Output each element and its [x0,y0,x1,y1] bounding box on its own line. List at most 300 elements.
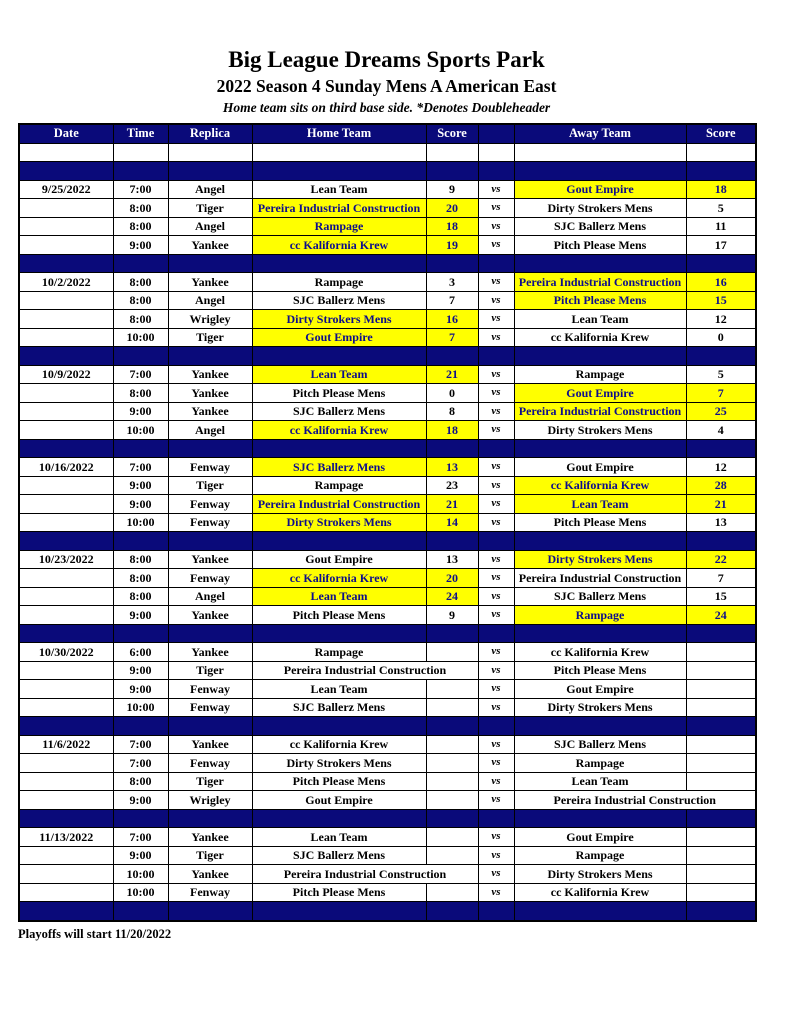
separator-cell [426,809,478,828]
home-team-cell: Dirty Strokers Mens [252,310,426,329]
replica-cell: Fenway [168,680,252,699]
home-score-cell: 21 [426,365,478,384]
section-separator-row [19,532,756,551]
separator-cell [686,717,756,736]
away-score-cell: 18 [686,180,756,199]
separator-cell [478,347,514,366]
date-cell [19,421,113,440]
away-team-cell: Lean Team [514,772,686,791]
time-cell: 7:00 [113,828,168,847]
replica-cell: Fenway [168,698,252,717]
home-team-cell: Lean Team [252,365,426,384]
spacer-cell [478,143,514,162]
home-score-cell: 0 [426,384,478,403]
home-team-cell: Lean Team [252,828,426,847]
replica-cell: Angel [168,291,252,310]
replica-cell: Fenway [168,513,252,532]
away-team-cell: Pitch Please Mens [514,513,686,532]
vs-cell: vs [478,846,514,865]
time-cell: 10:00 [113,698,168,717]
time-cell: 10:00 [113,513,168,532]
separator-cell [426,347,478,366]
separator-cell [113,254,168,273]
time-cell: 7:00 [113,365,168,384]
game-row [19,328,756,347]
date-cell [19,846,113,865]
away-score-cell [686,698,756,717]
replica-cell: Yankee [168,865,252,884]
away-score-cell: 12 [686,458,756,477]
home-score-cell: 7 [426,291,478,310]
date-cell [19,291,113,310]
replica-cell: Tiger [168,661,252,680]
separator-cell [19,717,113,736]
home-team-cell: cc Kalifornia Krew [252,735,426,754]
home-team-cell: Pereira Industrial Construction [252,661,478,680]
time-cell: 8:00 [113,273,168,292]
separator-cell [514,347,686,366]
home-score-cell [426,754,478,773]
home-team-cell: cc Kalifornia Krew [252,236,426,255]
away-team-cell: Gout Empire [514,680,686,699]
separator-cell [514,162,686,181]
header-row [19,124,756,144]
game-row [19,587,756,606]
away-team-cell: Pereira Industrial Construction [514,791,756,810]
away-score-cell: 11 [686,217,756,236]
time-cell: 9:00 [113,791,168,810]
home-team-note: Home team sits on third base side. *Denotes Doubleheader [222,99,551,115]
home-team-cell: Pereira Industrial Construction [252,865,478,884]
replica-cell: Tiger [168,476,252,495]
separator-cell [168,902,252,921]
replica-cell: Fenway [168,754,252,773]
away-score-cell [686,883,756,902]
replica-cell: Yankee [168,402,252,421]
date-cell [19,402,113,421]
time-cell: 10:00 [113,883,168,902]
separator-cell [113,162,168,181]
game-row [19,180,756,199]
game-row [19,791,756,810]
home-score-cell [426,791,478,810]
away-score-cell [686,772,756,791]
spacer-cell [19,143,113,162]
home-team-cell: Lean Team [252,180,426,199]
vs-cell: vs [478,402,514,421]
away-score-cell [686,735,756,754]
spacer-cell [252,143,426,162]
game-row [19,273,756,292]
title-block [18,46,755,116]
home-team-cell: SJC Ballerz Mens [252,846,426,865]
vs-cell: vs [478,772,514,791]
separator-cell [514,532,686,551]
home-team-cell: SJC Ballerz Mens [252,402,426,421]
separator-cell [168,347,252,366]
home-team-cell: Lean Team [252,680,426,699]
section-separator-row [19,347,756,366]
replica-cell: Fenway [168,458,252,477]
time-cell: 10:00 [113,421,168,440]
home-team-cell: SJC Ballerz Mens [252,458,426,477]
game-row [19,513,756,532]
replica-cell: Tiger [168,328,252,347]
home-team-cell: Gout Empire [252,791,426,810]
separator-cell [426,717,478,736]
separator-cell [19,532,113,551]
away-score-cell: 15 [686,291,756,310]
date-cell [19,606,113,625]
date-cell [19,310,113,329]
home-score-cell: 20 [426,569,478,588]
separator-cell [426,902,478,921]
home-team-cell: cc Kalifornia Krew [252,569,426,588]
separator-cell [686,624,756,643]
separator-cell [252,902,426,921]
home-score-cell [426,828,478,847]
home-team-cell: Rampage [252,217,426,236]
home-score-cell [426,772,478,791]
home-team-cell: Lean Team [252,587,426,606]
time-cell: 8:00 [113,310,168,329]
spacer-cell [426,143,478,162]
section-separator-row [19,717,756,736]
time-cell: 10:00 [113,865,168,884]
time-cell: 7:00 [113,458,168,477]
separator-cell [514,439,686,458]
vs-cell: vs [478,587,514,606]
vs-cell: vs [478,328,514,347]
vs-cell: vs [478,643,514,662]
time-cell: 7:00 [113,180,168,199]
separator-cell [478,717,514,736]
separator-cell [19,902,113,921]
vs-cell: vs [478,458,514,477]
home-score-cell: 20 [426,199,478,218]
game-row [19,643,756,662]
replica-cell: Angel [168,180,252,199]
away-score-cell: 5 [686,365,756,384]
vs-cell: vs [478,865,514,884]
separator-cell [168,717,252,736]
vs-cell: vs [478,421,514,440]
away-score-cell [686,643,756,662]
replica-cell: Fenway [168,495,252,514]
separator-cell [252,532,426,551]
page-title: Big League Dreams Sports Park [228,47,545,72]
separator-cell [113,809,168,828]
away-team-cell: Rampage [514,365,686,384]
separator-cell [168,162,252,181]
separator-cell [426,162,478,181]
home-score-cell [426,846,478,865]
section-separator-row [19,162,756,181]
replica-cell: Tiger [168,772,252,791]
home-score-cell: 14 [426,513,478,532]
header-date: Date [19,124,113,144]
away-team-cell: Lean Team [514,495,686,514]
separator-cell [478,624,514,643]
separator-cell [19,809,113,828]
separator-cell [426,439,478,458]
time-cell: 7:00 [113,735,168,754]
header-time: Time [113,124,168,144]
vs-cell: vs [478,754,514,773]
away-team-cell: Rampage [514,846,686,865]
home-team-cell: Pitch Please Mens [252,772,426,791]
date-cell [19,754,113,773]
game-row [19,495,756,514]
separator-cell [514,809,686,828]
separator-cell [478,902,514,921]
separator-cell [113,532,168,551]
vs-cell: vs [478,476,514,495]
date-cell [19,217,113,236]
schedule-body [19,143,756,921]
replica-cell: Fenway [168,569,252,588]
away-score-cell: 7 [686,384,756,403]
game-row [19,680,756,699]
date-cell [19,698,113,717]
separator-cell [426,254,478,273]
away-team-cell: Pereira Industrial Construction [514,402,686,421]
date-cell [19,587,113,606]
date-cell: 10/30/2022 [19,643,113,662]
game-row [19,310,756,329]
home-score-cell: 19 [426,236,478,255]
replica-cell: Fenway [168,883,252,902]
date-cell: 10/23/2022 [19,550,113,569]
section-separator-row [19,809,756,828]
date-cell [19,865,113,884]
home-score-cell: 24 [426,587,478,606]
time-cell: 9:00 [113,402,168,421]
game-row [19,828,756,847]
game-row [19,698,756,717]
vs-cell: vs [478,291,514,310]
home-team-cell: Rampage [252,273,426,292]
separator-cell [686,162,756,181]
replica-cell: Yankee [168,273,252,292]
separator-cell [168,809,252,828]
header-home-team: Home Team [252,124,426,144]
away-team-cell: Pitch Please Mens [514,291,686,310]
date-cell [19,791,113,810]
page-subtitle: 2022 Season 4 Sunday Mens A American East [216,75,557,96]
game-row [19,291,756,310]
separator-cell [168,532,252,551]
header-home-score: Score [426,124,478,144]
vs-cell: vs [478,828,514,847]
home-team-cell: SJC Ballerz Mens [252,291,426,310]
away-team-cell: cc Kalifornia Krew [514,643,686,662]
away-score-cell: 5 [686,199,756,218]
away-score-cell: 13 [686,513,756,532]
home-team-cell: Gout Empire [252,550,426,569]
game-row [19,476,756,495]
separator-cell [19,439,113,458]
separator-cell [113,347,168,366]
away-team-cell: SJC Ballerz Mens [514,217,686,236]
away-score-cell: 0 [686,328,756,347]
date-cell [19,772,113,791]
replica-cell: Angel [168,217,252,236]
away-score-cell: 16 [686,273,756,292]
away-team-cell: Pitch Please Mens [514,236,686,255]
away-score-cell: 22 [686,550,756,569]
away-team-cell: Pereira Industrial Construction [514,569,686,588]
vs-cell: vs [478,217,514,236]
separator-cell [514,624,686,643]
date-cell [19,495,113,514]
separator-cell [252,717,426,736]
away-team-cell: Dirty Strokers Mens [514,421,686,440]
time-cell: 8:00 [113,291,168,310]
date-cell [19,328,113,347]
separator-cell [113,439,168,458]
date-cell [19,569,113,588]
separator-cell [252,439,426,458]
date-cell: 9/25/2022 [19,180,113,199]
vs-cell: vs [478,180,514,199]
time-cell: 6:00 [113,643,168,662]
game-row [19,384,756,403]
home-score-cell: 18 [426,421,478,440]
home-score-cell: 3 [426,273,478,292]
section-separator-row [19,254,756,273]
section-separator-row [19,902,756,921]
replica-cell: Angel [168,587,252,606]
replica-cell: Angel [168,421,252,440]
replica-cell: Tiger [168,199,252,218]
home-score-cell [426,883,478,902]
game-row [19,421,756,440]
date-cell [19,199,113,218]
date-cell: 10/16/2022 [19,458,113,477]
replica-cell: Yankee [168,365,252,384]
away-score-cell [686,828,756,847]
vs-cell: vs [478,569,514,588]
vs-cell: vs [478,365,514,384]
date-cell: 10/9/2022 [19,365,113,384]
away-team-cell: Gout Empire [514,384,686,403]
time-cell: 9:00 [113,236,168,255]
spacer-cell [514,143,686,162]
vs-cell: vs [478,273,514,292]
replica-cell: Yankee [168,828,252,847]
home-team-cell: Pereira Industrial Construction [252,495,426,514]
home-team-cell: Rampage [252,643,426,662]
time-cell: 8:00 [113,384,168,403]
vs-cell: vs [478,606,514,625]
away-score-cell [686,846,756,865]
separator-cell [168,439,252,458]
separator-cell [19,347,113,366]
separator-cell [686,347,756,366]
separator-cell [19,162,113,181]
home-score-cell: 9 [426,606,478,625]
home-score-cell [426,643,478,662]
away-score-cell: 25 [686,402,756,421]
away-score-cell: 28 [686,476,756,495]
away-team-cell: Rampage [514,754,686,773]
home-team-cell: Dirty Strokers Mens [252,754,426,773]
home-score-cell: 21 [426,495,478,514]
home-score-cell: 9 [426,180,478,199]
time-cell: 8:00 [113,217,168,236]
away-score-cell: 17 [686,236,756,255]
separator-cell [686,532,756,551]
away-score-cell [686,680,756,699]
home-score-cell [426,698,478,717]
home-team-cell: cc Kalifornia Krew [252,421,426,440]
vs-cell: vs [478,384,514,403]
away-team-cell: Dirty Strokers Mens [514,550,686,569]
separator-cell [252,162,426,181]
away-team-cell: Rampage [514,606,686,625]
home-score-cell [426,735,478,754]
header-vs [478,124,514,144]
separator-cell [686,902,756,921]
date-cell: 11/6/2022 [19,735,113,754]
time-cell: 9:00 [113,846,168,865]
vs-cell: vs [478,883,514,902]
game-row [19,754,756,773]
separator-cell [19,254,113,273]
date-cell [19,661,113,680]
section-separator-row [19,624,756,643]
time-cell: 9:00 [113,606,168,625]
header-replica: Replica [168,124,252,144]
separator-cell [514,717,686,736]
time-cell: 9:00 [113,661,168,680]
vs-cell: vs [478,698,514,717]
away-team-cell: cc Kalifornia Krew [514,883,686,902]
game-row [19,735,756,754]
date-cell [19,384,113,403]
home-score-cell: 13 [426,458,478,477]
game-row [19,199,756,218]
game-row [19,772,756,791]
time-cell: 8:00 [113,569,168,588]
separator-cell [514,254,686,273]
away-score-cell [686,865,756,884]
away-score-cell [686,754,756,773]
replica-cell: Yankee [168,735,252,754]
vs-cell: vs [478,199,514,218]
vs-cell: vs [478,791,514,810]
away-score-cell: 7 [686,569,756,588]
vs-cell: vs [478,236,514,255]
date-cell [19,236,113,255]
home-team-cell: Dirty Strokers Mens [252,513,426,532]
date-cell: 11/13/2022 [19,828,113,847]
replica-cell: Tiger [168,846,252,865]
vs-cell: vs [478,680,514,699]
home-score-cell: 18 [426,217,478,236]
away-team-cell: SJC Ballerz Mens [514,735,686,754]
replica-cell: Wrigley [168,310,252,329]
away-team-cell: Dirty Strokers Mens [514,199,686,218]
replica-cell: Wrigley [168,791,252,810]
separator-cell [113,902,168,921]
separator-cell [478,532,514,551]
date-cell: 10/2/2022 [19,273,113,292]
vs-cell: vs [478,513,514,532]
game-row [19,217,756,236]
game-row [19,661,756,680]
